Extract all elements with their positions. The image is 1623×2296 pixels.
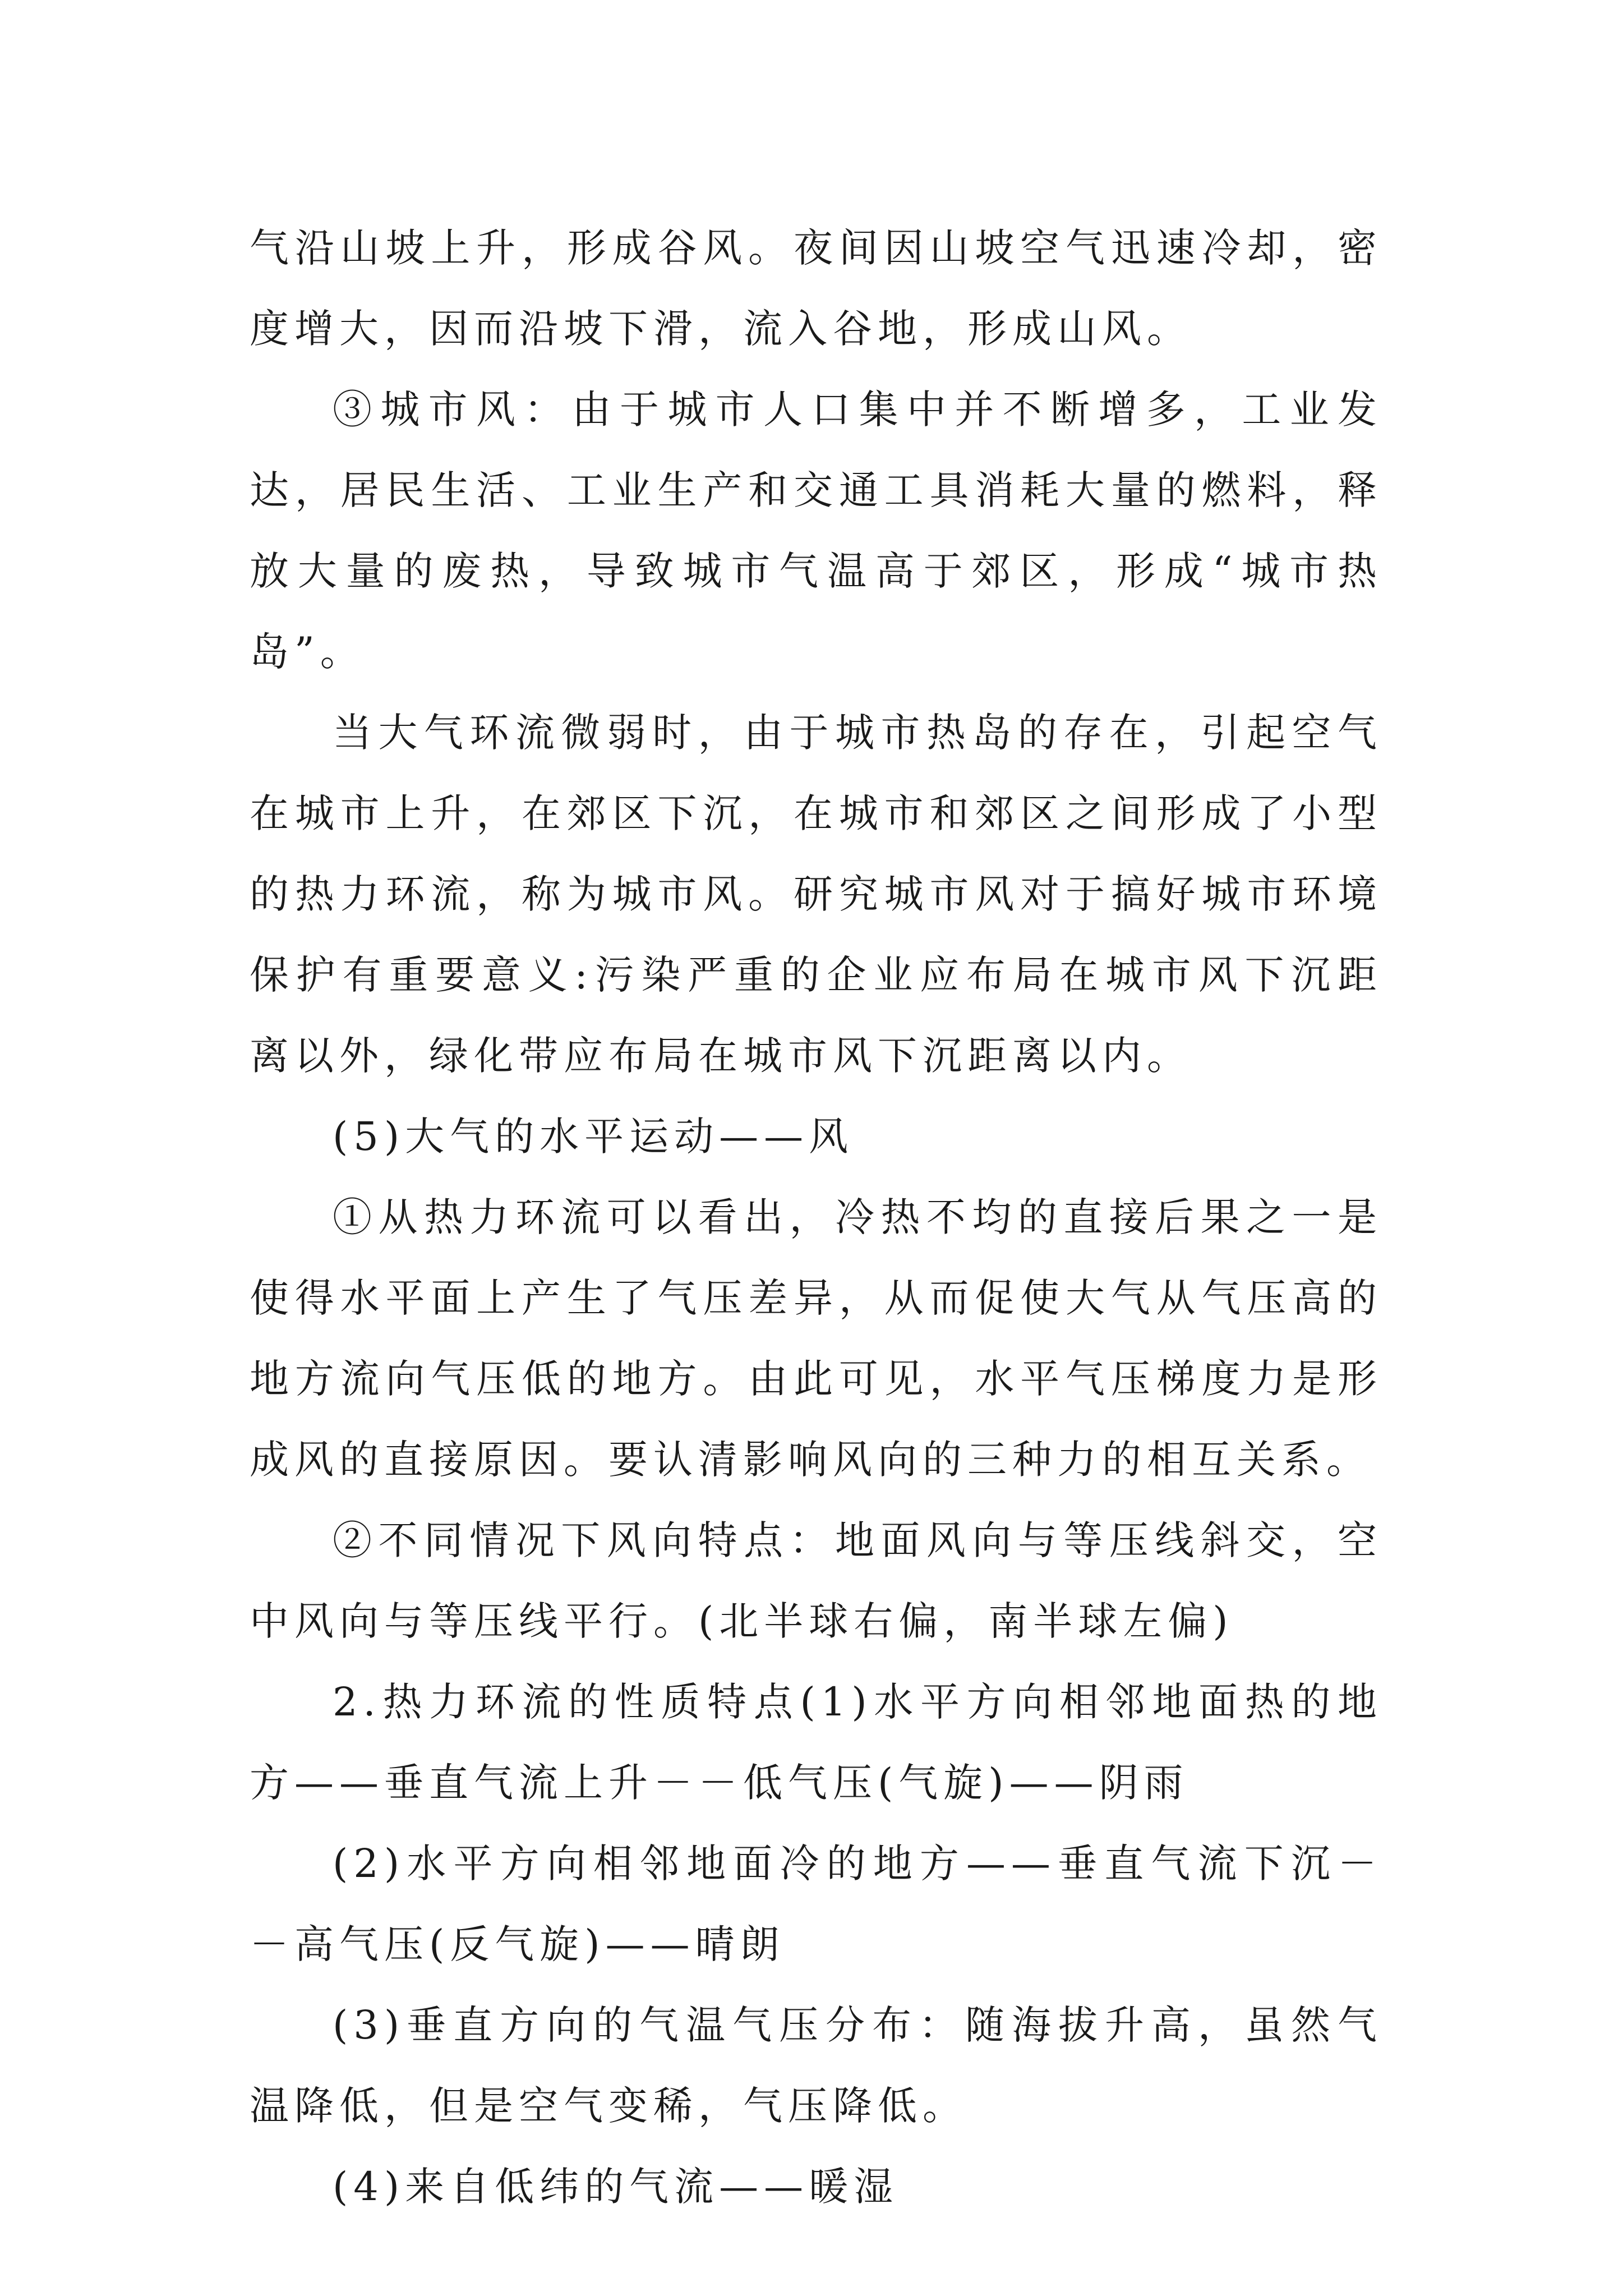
paragraph-city-wind-heat-island: ③城市风：由于城市人口集中并不断增多，工业发达，居民生活、工业生产和交通工具消耗大量的燃料，释放大量的废热，导致城市气温高于郊区，形成“城市热岛”。	[250, 386, 1382, 675]
paragraph-circulation-properties: 2.热力环流的性质特点(1)水平方向相邻地面热的地方——垂直气流上升－－低气压(气旋)——阴雨	[250, 1679, 1382, 1806]
paragraph-low-latitude-airflow: (4)来自低纬的气流——暖湿	[333, 2164, 899, 2210]
document-body	[250, 208, 1382, 2227]
paragraph-vertical-distribution: (3)垂直方向的气温气压分布：随海拔升高，虽然气温降低，但是空气变稀，气压降低。	[250, 2002, 1382, 2129]
heading-horizontal-motion-wind: (5)大气的水平运动——风	[333, 1114, 854, 1159]
paragraph-wind-direction: ②不同情况下风向特点：地面风向与等压线斜交，空中风向与等压线平行。(北半球右偏，南半球左偏)	[250, 1517, 1382, 1644]
paragraph-pressure-gradient: ①从热力环流可以看出，冷热不均的直接后果之一是使得水平面上产生了气压差异，从而促使大气从气压高的地方流向气压低的地方。由此可见，水平气压梯度力是形成风的直接原因。要认清影响风向的三种力的相互关系。	[250, 1194, 1382, 1483]
paragraph-cold-ground: (2)水平方向相邻地面冷的地方——垂直气流下沉－－高气压(反气旋)——晴朗	[250, 1841, 1382, 1967]
paragraph-valley-mountain-wind: 气沿山坡上升，形成谷风。夜间因山坡空气迅速冷却，密度增大，因而沿坡下滑，流入谷地，形成山风。	[250, 225, 1382, 352]
paragraph-city-wind-circulation: 当大气环流微弱时，由于城市热岛的存在，引起空气在城市上升，在郊区下沉，在城市和郊区之间形成了小型的热力环流，称为城市风。研究城市风对于搞好城市环境保护有重要意义:污染严重的企业应布局在城市风下沉距离以外，绿化带应布局在城市风下沉距离以内。	[250, 710, 1382, 1079]
